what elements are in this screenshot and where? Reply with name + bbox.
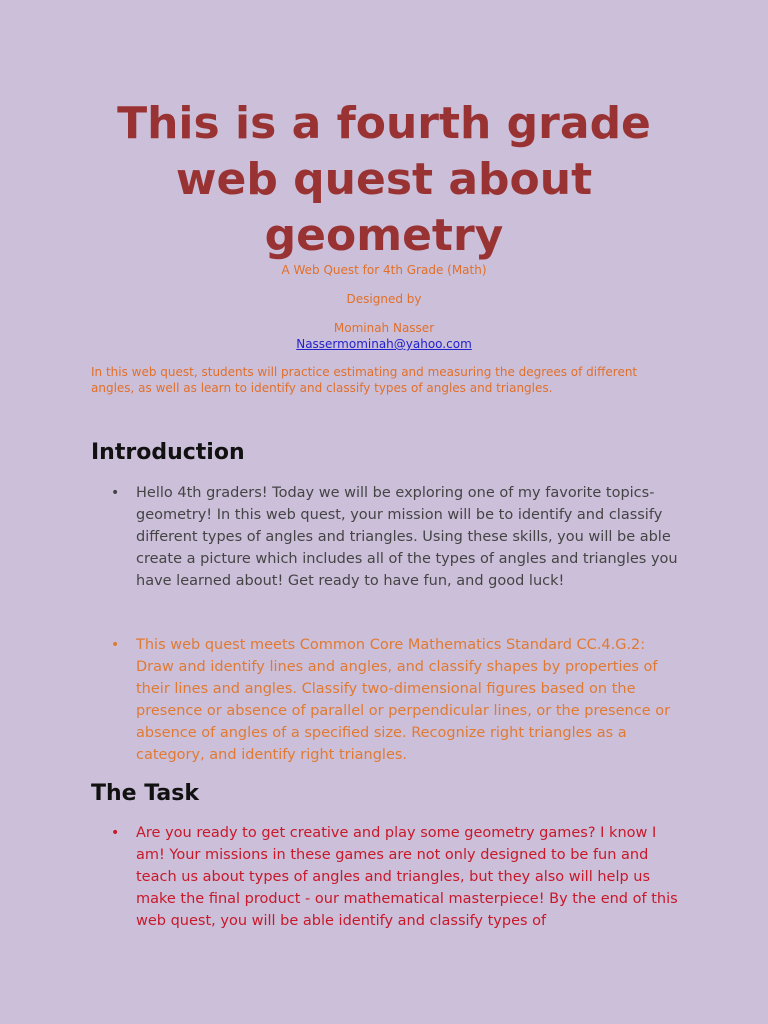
description-paragraph: In this web quest, students will practice estimating and measuring the degrees of different angles, as well as learn to identify and classify types of angles and triangles.: [91, 365, 638, 395]
bullet-icon: •: [111, 485, 120, 501]
subtitle: A Web Quest for 4th Grade (Math): [281, 263, 487, 277]
introduction-bullet-text: Hello 4th graders! Today we will be exploring one of my favorite topics- geometry! In this web quest, your mission will be to identify and classify different types of angles and triangles. Using these skills, you will be able create a picture which includes all of the types of angles and triangles you have learned about! Get ready to have fun, and good luck!: [136, 485, 678, 589]
list-item: [111, 483, 684, 593]
task-bullet-text: Are you ready to get creative and play some geometry games? I know I am! Your missions in these games are not only designed to be fun and teach us about types of angles and triangles, but they also will help us make the final product - our mathematical masterpiece! By the end of this web quest, you will be able identify and classify types of: [136, 825, 678, 929]
introduction-heading: Introduction: [91, 440, 245, 465]
task-heading: The Task: [91, 781, 199, 806]
page-title: This is a fourth grade web quest about geometry: [117, 98, 651, 261]
email-link[interactable]: Nassermominah@yahoo.com: [296, 337, 472, 351]
bullet-icon: •: [111, 825, 120, 841]
designed-by-label: Designed by: [346, 292, 422, 306]
standard-bullet-text: This web quest meets Common Core Mathematics Standard CC.4.G.2: Draw and identify lines and angles, and classify shapes by properties of their lines and angles. Classify two-dimensional figures based on the presence or absence of parallel or perpendicular lines, or the presence or absence of angles of a specified size. Recognize right triangles as a category, and identify right triangles.: [136, 637, 671, 763]
list-item: [111, 635, 684, 766]
email-line: [0, 336, 768, 352]
author-name: Mominah Nasser: [333, 321, 435, 335]
bullet-icon: •: [111, 637, 120, 653]
list-item: [111, 823, 684, 933]
